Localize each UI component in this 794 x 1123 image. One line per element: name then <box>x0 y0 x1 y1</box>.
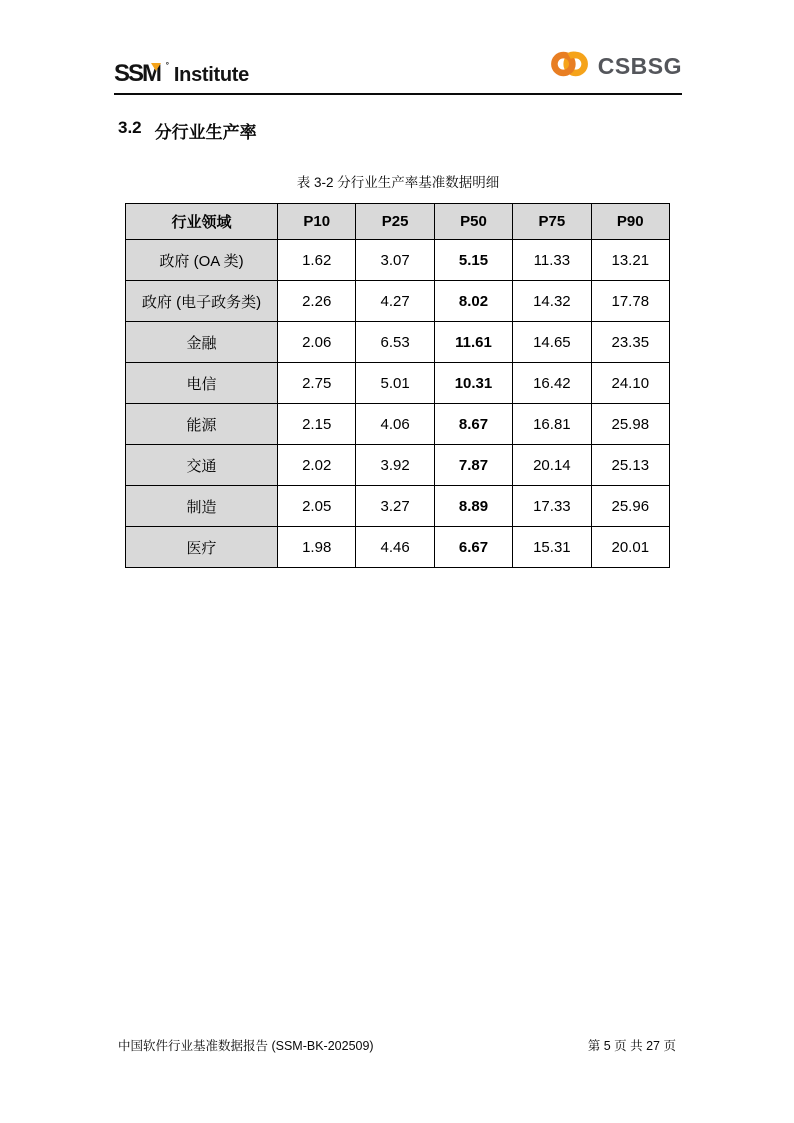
footer-report-title: 中国软件行业基准数据报告 (SSM-BK-202509) <box>118 1039 374 1053</box>
cell-p25: 4.46 <box>356 527 434 568</box>
table-row <box>126 404 670 445</box>
cell-p90: 24.10 <box>591 363 669 404</box>
section-number: 3.2 <box>118 118 142 137</box>
section-heading <box>118 118 257 143</box>
row-label: 交通 <box>126 445 278 486</box>
cell-p50: 8.67 <box>434 404 512 445</box>
cell-p25: 6.53 <box>356 322 434 363</box>
table-row <box>126 445 670 486</box>
table-caption: 表 3-2 分行业生产率基准数据明细 <box>296 175 500 190</box>
cell-p25: 3.27 <box>356 486 434 527</box>
ssm-institute-logo <box>114 62 249 86</box>
cell-p10: 2.02 <box>278 445 356 486</box>
footer-page-number: 第 5 页 共 27 页 <box>587 1039 676 1053</box>
cell-p90: 17.78 <box>591 281 669 322</box>
cell-p75: 15.31 <box>513 527 591 568</box>
section-title: 分行业生产率 <box>154 123 257 142</box>
table-header-row <box>126 204 670 240</box>
table-row <box>126 363 670 404</box>
cell-p10: 2.05 <box>278 486 356 527</box>
cell-p50: 8.02 <box>434 281 512 322</box>
cell-p90: 23.35 <box>591 322 669 363</box>
column-header-p50: P50 <box>434 204 512 240</box>
ssm-triangle-icon <box>151 63 161 71</box>
row-label: 医疗 <box>126 527 278 568</box>
row-label: 政府 (电子政务类) <box>126 281 278 322</box>
ssm-reg-mark: ° <box>165 61 167 70</box>
cell-p10: 1.98 <box>278 527 356 568</box>
row-label: 电信 <box>126 363 278 404</box>
column-header-p25: P25 <box>356 204 434 240</box>
cell-p90: 13.21 <box>591 240 669 281</box>
benchmark-table <box>125 203 670 568</box>
ssm-institute-text: Institute <box>173 64 249 86</box>
column-header-p10: P10 <box>278 204 356 240</box>
cell-p75: 17.33 <box>513 486 591 527</box>
cell-p10: 1.62 <box>278 240 356 281</box>
table-row <box>126 486 670 527</box>
row-label: 制造 <box>126 486 278 527</box>
row-label: 政府 (OA 类) <box>126 240 278 281</box>
ssm-wordmark <box>114 62 167 86</box>
table-row <box>126 527 670 568</box>
cell-p10: 2.75 <box>278 363 356 404</box>
cell-p90: 25.96 <box>591 486 669 527</box>
cell-p75: 14.65 <box>513 322 591 363</box>
cell-p10: 2.15 <box>278 404 356 445</box>
cell-p75: 11.33 <box>513 240 591 281</box>
csbsg-logo <box>548 47 682 86</box>
table-row <box>126 240 670 281</box>
cell-p50: 8.89 <box>434 486 512 527</box>
ssm-brand-text: SSM <box>114 60 161 87</box>
cell-p25: 4.27 <box>356 281 434 322</box>
csbsg-rings-icon <box>548 47 592 86</box>
cell-p50: 5.15 <box>434 240 512 281</box>
cell-p90: 25.98 <box>591 404 669 445</box>
page-footer <box>118 1036 676 1054</box>
cell-p10: 2.26 <box>278 281 356 322</box>
table-row <box>126 281 670 322</box>
cell-p50: 11.61 <box>434 322 512 363</box>
column-header-p75: P75 <box>513 204 591 240</box>
column-header-industry: 行业领域 <box>126 204 278 240</box>
cell-p75: 16.81 <box>513 404 591 445</box>
cell-p25: 3.92 <box>356 445 434 486</box>
cell-p10: 2.06 <box>278 322 356 363</box>
cell-p25: 5.01 <box>356 363 434 404</box>
row-label: 金融 <box>126 322 278 363</box>
cell-p75: 16.42 <box>513 363 591 404</box>
cell-p25: 3.07 <box>356 240 434 281</box>
cell-p75: 20.14 <box>513 445 591 486</box>
cell-p75: 14.32 <box>513 281 591 322</box>
table-row <box>126 322 670 363</box>
row-label: 能源 <box>126 404 278 445</box>
cell-p50: 10.31 <box>434 363 512 404</box>
cell-p90: 20.01 <box>591 527 669 568</box>
column-header-p90: P90 <box>591 204 669 240</box>
csbsg-brand-text: CSBSG <box>597 53 682 79</box>
cell-p90: 25.13 <box>591 445 669 486</box>
cell-p25: 4.06 <box>356 404 434 445</box>
cell-p50: 7.87 <box>434 445 512 486</box>
page-header <box>114 50 682 95</box>
cell-p50: 6.67 <box>434 527 512 568</box>
